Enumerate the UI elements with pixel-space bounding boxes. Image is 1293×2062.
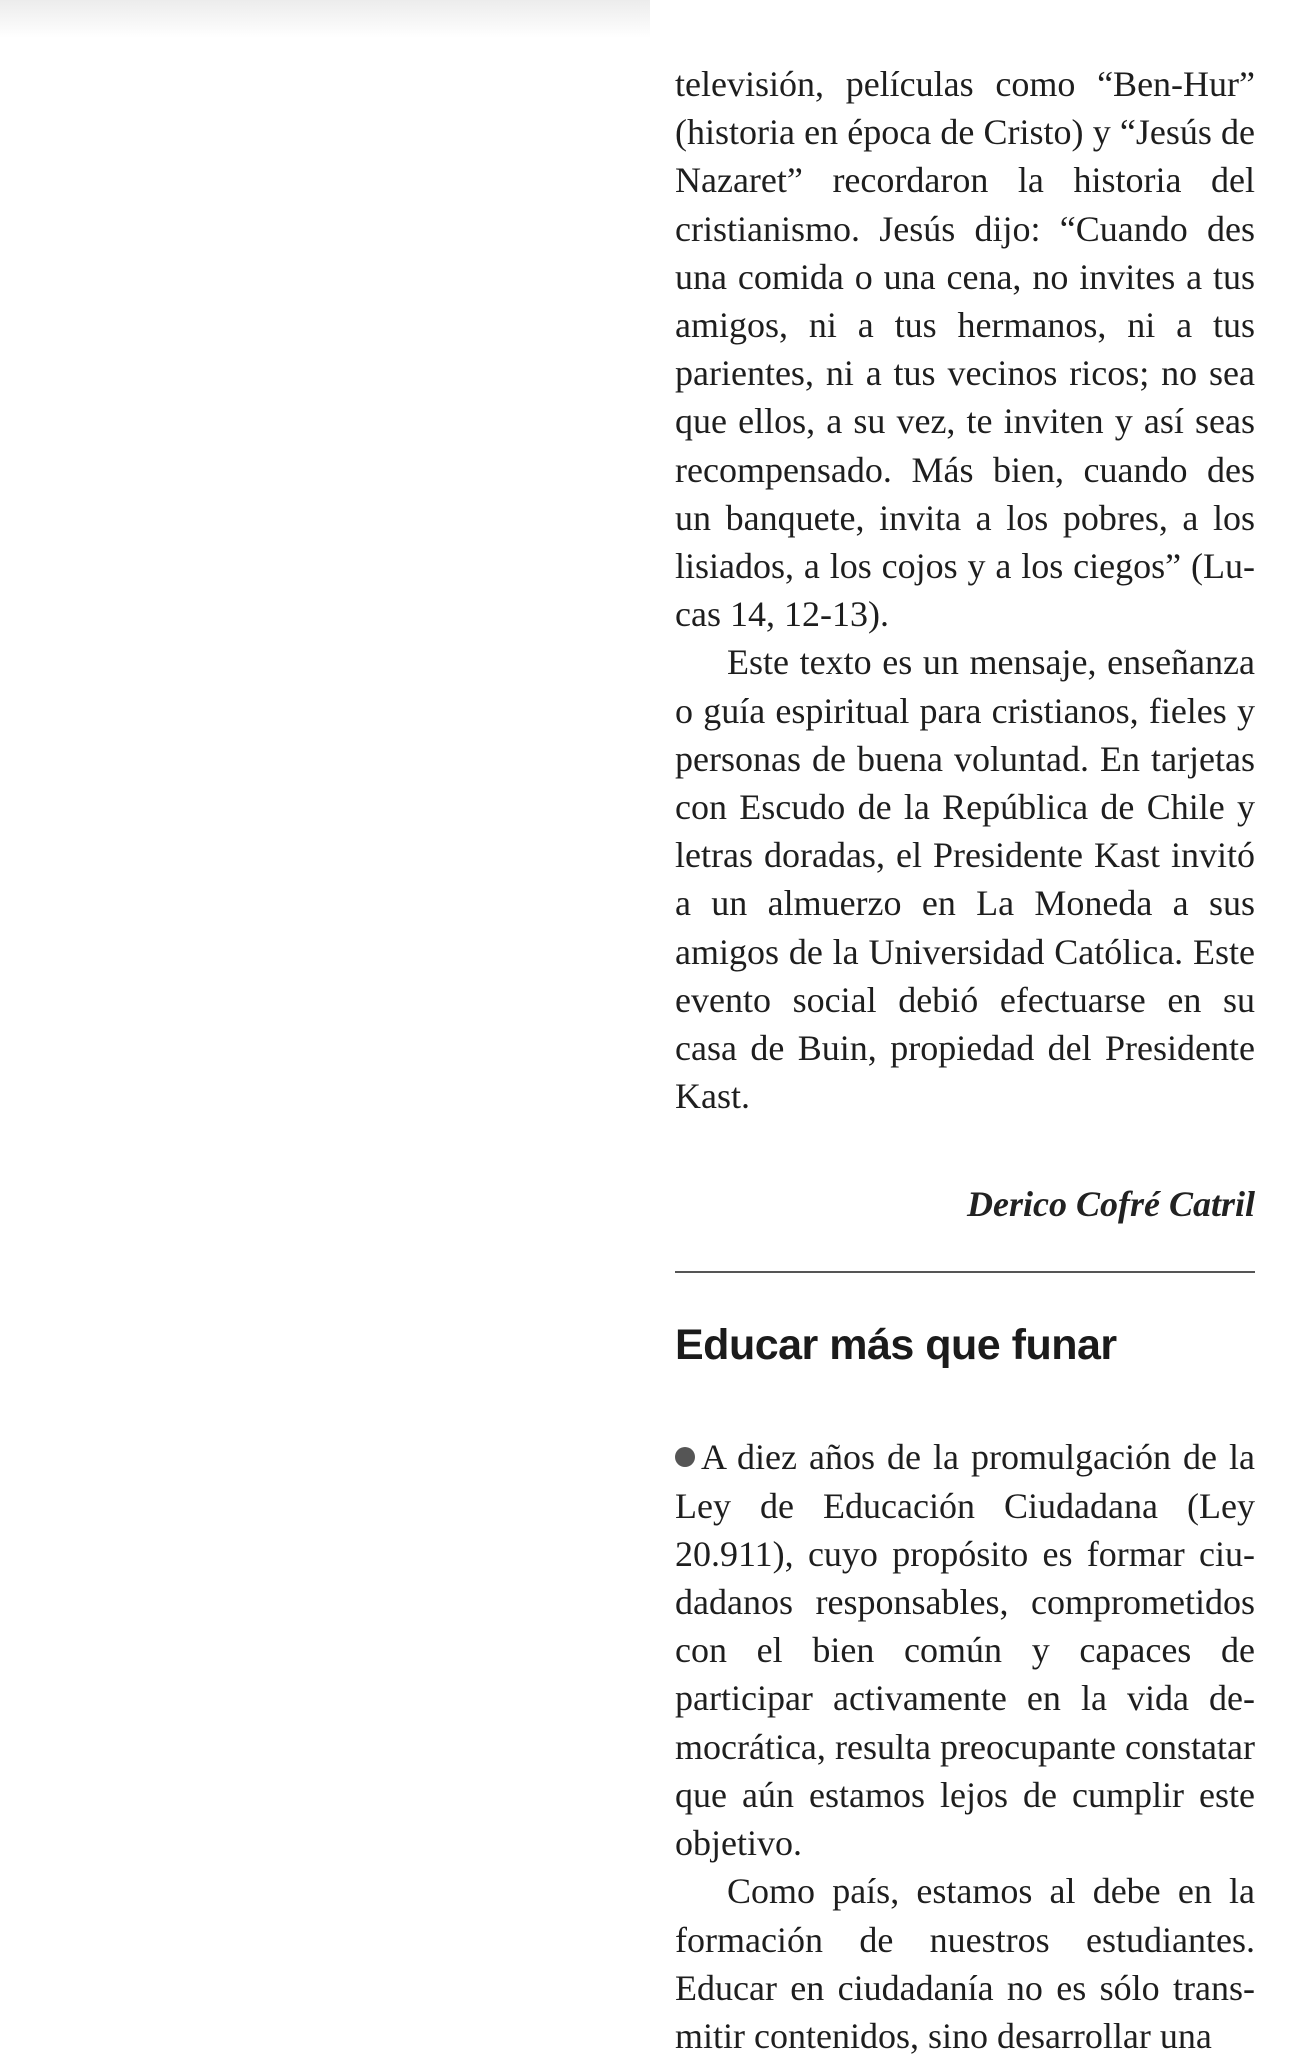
article-paragraph-2: Como país, estamos al debe en la formación de nuestros estudiantes. Educar en ciudadanía no es sólo transmitir contenidos, sino desarrollar una [675,1871,1255,2056]
letters-column [675,60,1255,2060]
article-paragraph-1-text: A diez años de la promulgación de la Ley de Educación Ciudadana (Ley 20.911), cuyo propósito es formar ciudadanos responsables, comprometidos con el bien común y capaces de participar activamente en la vida democrática, resulta preocupante constatar que aún estamos lejos de cumplir este objetivo. [675,1437,1255,1864]
letter-paragraph-1: televisión, películas como “Ben-Hur” (historia en época de Cristo) y “Jesús de Nazaret” recordaron la historia del cristianismo. Jesús dijo: “Cuando des una comida o una cena, no invites a tus amigos, ni a tus hermanos, ni a tus parientes, ni a tus vecinos ricos; no sea que ellos, a su vez, te inviten y así seas recompensado. Más bien, cuando des un banquete, invita a los pobres, a los lisiados, a los cojos y a los ciegos” (Lucas 14, 12-13). [675,64,1255,635]
page-top-shadow [0,0,650,38]
section-divider [675,1271,1255,1273]
bullet-dot-icon [675,1447,695,1467]
article-paragraph-1 [675,1433,1255,1867]
letter-paragraph-2: Este texto es un mensaje, enseñanza o guía espiritual para cristianos, fieles y personas de buena voluntad. En tarjetas con Escudo de la República de Chile y letras doradas, el Presidente Kast invitó a un almuerzo en La Moneda a sus amigos de la Universidad Católica. Este evento social debió efectuarse en su casa de Buin, propiedad del Presidente Kast. [675,642,1255,1117]
article-title: Educar más que funar [675,1321,1117,1370]
article-body [675,1433,1255,2060]
letter-signature: Derico Cofré Catril [967,1184,1255,1225]
